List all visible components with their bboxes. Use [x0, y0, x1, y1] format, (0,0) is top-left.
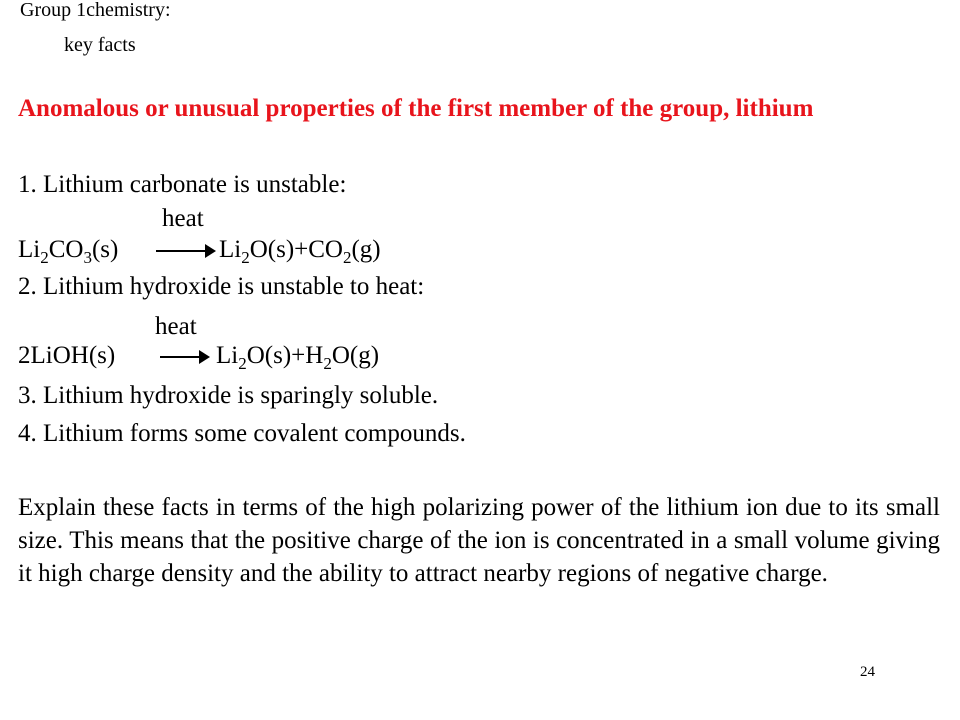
eq1-condition: heat [162, 205, 204, 232]
fact-3: 3. Lithium hydroxide is sparingly soluble. [18, 382, 439, 409]
eq2-product: $Li_2O(s)+H_2O(g)$ [216, 342, 380, 373]
fact-1: 1. Lithium carbonate is unstable: [18, 171, 347, 198]
section-heading: Anomalous or unusual properties of the first member of the group, lithium [18, 95, 814, 122]
eq1-arrow [156, 244, 216, 258]
eq2-arrow [160, 350, 210, 364]
slide-title-line2: key facts [64, 34, 136, 56]
eq2-condition: heat [155, 313, 197, 340]
fact-4: 4. Lithium forms some covalent compounds. [18, 420, 466, 447]
eq1-product: $Li_2O(s)+CO_2(g)$ [219, 236, 381, 267]
eq2-reactant: 2LiOH(s) [18, 342, 116, 369]
page-number: 24 [860, 664, 875, 680]
slide-title-line1: Group 1chemistry: [20, 0, 171, 21]
eq1-reactant: $Li_2CO_3(s)$ [18, 236, 119, 267]
fact-2: 2. Lithium hydroxide is unstable to heat: [18, 273, 425, 300]
explanation-paragraph: Explain these facts in terms of the high polarizing power of the lithium ion due to its small size. This means that the positive charge of the ion is concentrated in a small volume giving it high charge density and the ability to attract nearby regions of negative charge. [18, 494, 940, 587]
